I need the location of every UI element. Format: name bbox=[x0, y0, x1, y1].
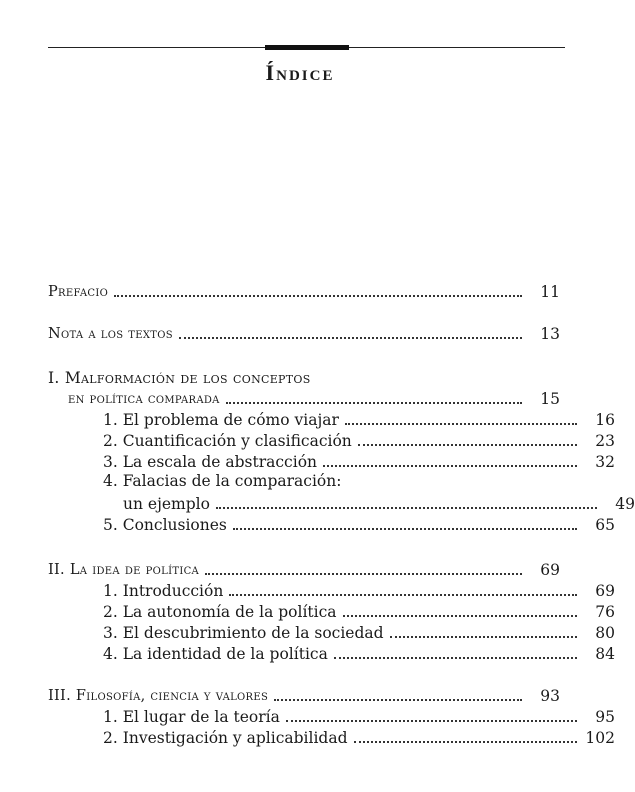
toc-entry-2-3[interactable] bbox=[48, 621, 615, 643]
toc-entry-label: Prefacio bbox=[48, 284, 109, 300]
toc-entry-page: 65 bbox=[595, 516, 615, 534]
toc-entry-nota[interactable] bbox=[48, 322, 560, 344]
dot-leader bbox=[179, 337, 522, 339]
toc-entry-label: un ejemplo bbox=[123, 495, 210, 513]
dot-leader bbox=[343, 615, 577, 617]
toc-entry-1-4-line1[interactable]: 4. Falacias de la comparación: bbox=[103, 472, 342, 490]
toc-entry-2-4[interactable] bbox=[48, 642, 615, 664]
toc-entry-label: Nota a los textos bbox=[48, 326, 173, 342]
toc-entry-2-1[interactable] bbox=[48, 579, 615, 601]
dot-leader bbox=[358, 444, 577, 446]
dot-leader bbox=[226, 402, 522, 404]
dot-leader bbox=[334, 657, 577, 659]
toc-entry-label: II. La idea de política bbox=[48, 562, 200, 578]
dot-leader bbox=[114, 295, 522, 297]
toc-entry-page: 32 bbox=[595, 453, 615, 471]
dot-leader bbox=[233, 528, 577, 530]
toc-entry-page: 76 bbox=[595, 603, 615, 621]
toc-entry-label: en política comparada bbox=[68, 391, 220, 407]
toc-entry-page: 93 bbox=[540, 687, 560, 705]
toc-entry-label: III. Filosofía, ciencia y valores bbox=[48, 688, 269, 704]
dot-leader bbox=[274, 699, 522, 701]
toc-entry-1-2[interactable] bbox=[48, 429, 615, 451]
dot-leader bbox=[390, 636, 577, 638]
toc-entry-3-2[interactable] bbox=[48, 726, 615, 748]
dot-leader bbox=[205, 573, 522, 575]
dot-leader bbox=[323, 465, 577, 467]
toc-entry-page: 23 bbox=[595, 432, 615, 450]
toc-entry-page: 16 bbox=[595, 411, 615, 429]
toc-entry-chapter-1[interactable] bbox=[48, 387, 560, 409]
toc-entry-1-4[interactable] bbox=[48, 492, 635, 514]
toc-entry-label: 2. La autonomía de la política bbox=[103, 603, 337, 621]
toc-entry-label: 1. El lugar de la teoría bbox=[103, 708, 280, 726]
toc-entry-page: 49 bbox=[615, 495, 635, 513]
toc-entry-1-5[interactable] bbox=[48, 513, 615, 535]
toc-entry-label: 1. El problema de cómo viajar bbox=[103, 411, 339, 429]
toc-entry-label: 1. Introducción bbox=[103, 582, 224, 600]
toc-entry-page: 95 bbox=[595, 708, 615, 726]
toc-entry-chapter-2[interactable] bbox=[48, 558, 560, 580]
toc-entry-3-1[interactable] bbox=[48, 705, 615, 727]
page-title: Índice bbox=[265, 60, 335, 85]
header-rule-accent bbox=[265, 45, 349, 50]
toc-entry-label: 2. Investigación y aplicabilidad bbox=[103, 729, 348, 747]
toc-entry-label: 3. El descubrimiento de la sociedad bbox=[103, 624, 384, 642]
toc-entry-prefacio[interactable] bbox=[48, 280, 560, 302]
toc-entry-page: 15 bbox=[540, 390, 560, 408]
toc-entry-2-2[interactable] bbox=[48, 600, 615, 622]
toc-entry-page: 102 bbox=[585, 729, 615, 747]
toc-entry-page: 11 bbox=[540, 283, 560, 301]
dot-leader bbox=[229, 594, 577, 596]
toc-entry-chapter-3[interactable] bbox=[48, 684, 560, 706]
toc-entry-label: 4. La identidad de la política bbox=[103, 645, 328, 663]
toc-entry-label: 2. Cuantificación y clasificación bbox=[103, 432, 352, 450]
toc-entry-page: 80 bbox=[595, 624, 615, 642]
chapter-1-heading[interactable]: I. Malformación de los conceptos bbox=[48, 369, 311, 387]
dot-leader bbox=[216, 507, 597, 509]
dot-leader bbox=[345, 423, 577, 425]
dot-leader bbox=[354, 741, 578, 743]
toc-entry-page: 69 bbox=[595, 582, 615, 600]
toc-entry-label: 5. Conclusiones bbox=[103, 516, 227, 534]
toc-entry-page: 84 bbox=[595, 645, 615, 663]
toc-entry-page: 13 bbox=[540, 325, 560, 343]
toc-entry-1-3[interactable] bbox=[48, 450, 615, 472]
toc-entry-page: 69 bbox=[540, 561, 560, 579]
toc-entry-1-1[interactable] bbox=[48, 408, 615, 430]
toc-entry-label: 3. La escala de abstracción bbox=[103, 453, 318, 471]
dot-leader bbox=[286, 720, 577, 722]
